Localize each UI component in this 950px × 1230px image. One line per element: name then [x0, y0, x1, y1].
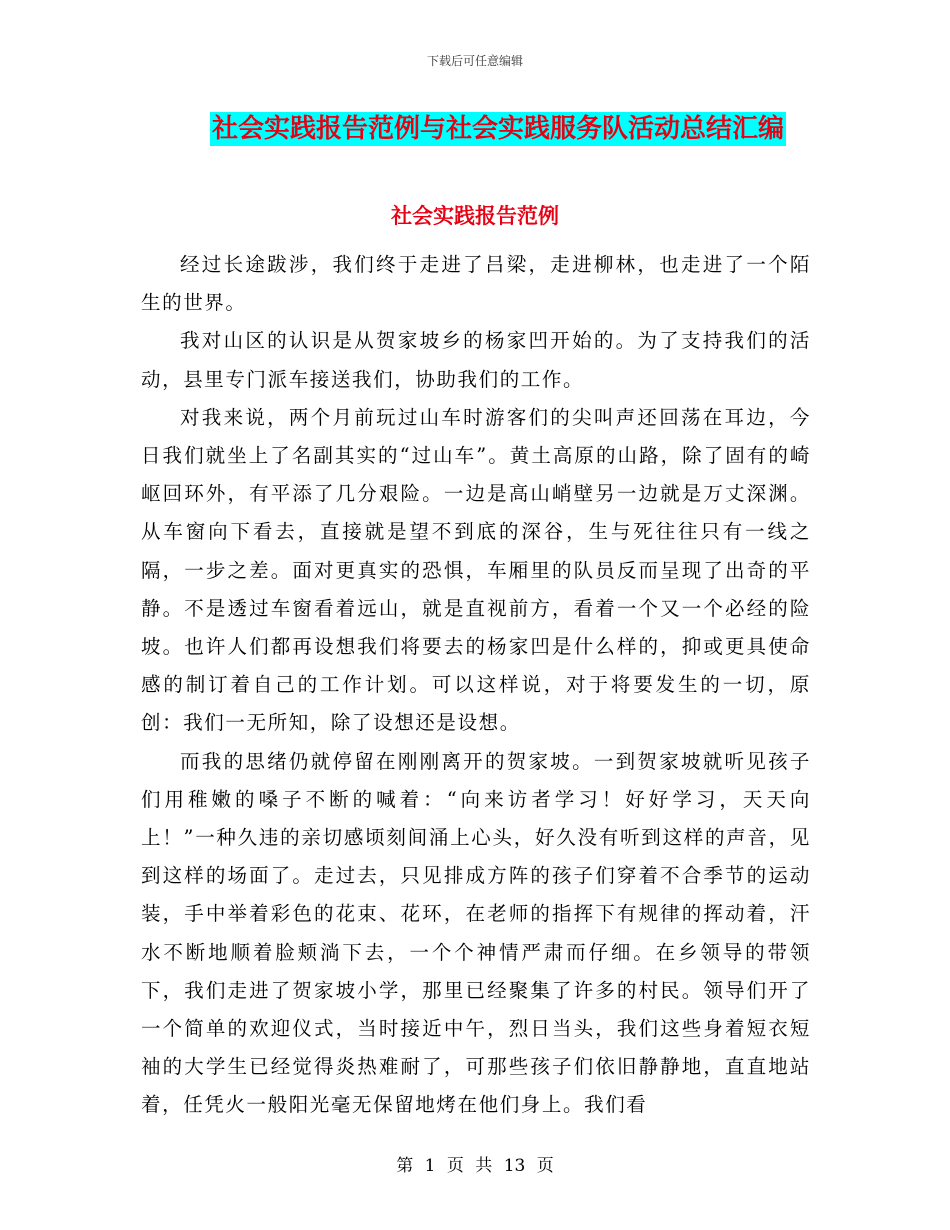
paragraph: 我对山区的认识是从贺家坡乡的杨家凹开始的。为了支持我们的活动，县里专门派车接送我们，协助我们的工作。	[141, 329, 811, 391]
document-title-text: 社会实践报告范例与社会实践服务队活动总结汇编	[211, 114, 784, 144]
paragraph: 而我的思绪仍就停留在刚刚离开的贺家坡。一到贺家坡就听见孩子们用稚嫩的嗓子不断的喊着：“向来访者学习！好好学习，天天向上！”一种久违的亲切感顷刻间涌上心头，好久没有听到这样的声音，见到这样的场面了。走过去，只见排成方阵的孩子们穿着不合季节的运动装，手中举着彩色的花束、花环，在老师的指挥下有规律的挥动着，汗水不断地顺着脸颊淌下去，一个个神情严肃而仔细。在乡领导的带领下，我们走进了贺家坡小学，那里已经聚集了许多的村民。领导们开了一个简单的欢迎仪式，当时接近中午，烈日当头，我们这些身着短衣短袖的大学生已经觉得炎热难耐了，可那些孩子们依旧静静地，直直地站着，任凭火一般阳光毫无保留地烤在他们身上。我们看	[141, 749, 811, 1117]
paragraph: 经过长途跋涉，我们终于走进了吕梁，走进柳林，也走进了一个陌生的世界。	[141, 253, 811, 315]
paragraph: 对我来说，两个月前玩过山车时游客们的尖叫声还回荡在耳边，今日我们就坐上了名副其实的“过山车”。黄土高原的山路，除了固有的崎岖回环外，有平添了几分艰险。一边是高山峭壁另一边就是万丈深渊。从车窗向下看去，直接就是望不到底的深谷，生与死往往只有一线之隔，一步之差。面对更真实的恐惧，车厢里的队员反而呈现了出奇的平静。不是透过车窗看着远山，就是直视前方，看着一个又一个必经的险坡。也许人们都再设想我们将要去的杨家凹是什么样的，抑或更具使命感的制订着自己的工作计划。可以这样说，对于将要发生的一切，原创：我们一无所知，除了设想还是设想。	[141, 405, 811, 735]
document-title	[0, 112, 950, 146]
page-header-note: 下载后可任意编辑	[426, 54, 523, 68]
page-number-footer: 第 1 页 共 13 页	[396, 1156, 554, 1176]
body-text	[141, 246, 811, 1125]
section-heading: 社会实践报告范例	[391, 203, 559, 228]
